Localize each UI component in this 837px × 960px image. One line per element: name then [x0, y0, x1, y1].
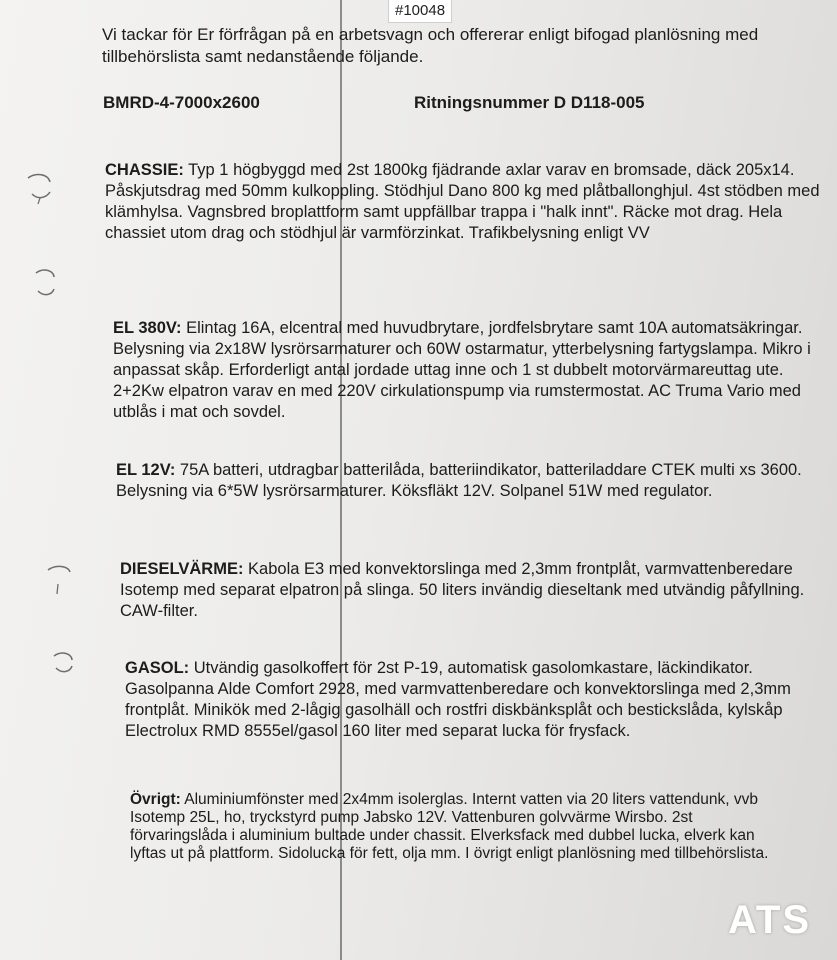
section-body: Typ 1 högbyggd med 2st 1800kg fjädrande axlar varav en bromsade, däck 205x14. Påskjutsdrag med 50mm kulkoppling. Stödhjul Dano 800 kg med plåtballonghjul. 4st stödben med klämhylsa. Vagnsbred broplattform samt uppfällbar trappa i "halk innt". Räcke mot drag. Hela chassiet utom drag och stödhjul är varmförzinkat. Trafikbelysning enligt VV	[105, 161, 820, 242]
section-body: Kabola E3 med konvektorslinga med 2,3mm frontplåt, varmvattenberedare Isotemp med separat elpatron på slinga. 50 liters invändig dieseltank med utvändig påfyllning. CAW-filter.	[120, 560, 805, 620]
model-code: BMRD-4-7000x2600	[103, 93, 260, 112]
section-el-12v	[116, 460, 821, 502]
section-heading: CHASSIE:	[105, 161, 184, 179]
pencil-mark-icon	[44, 560, 76, 600]
section-heading: Övrigt:	[130, 791, 181, 808]
section-el-380v	[113, 318, 823, 423]
pencil-mark-icon	[50, 648, 80, 678]
section-body: Elintag 16A, elcentral med huvudbrytare, jordfelsbrytare samt 10A automatsäkringar. Belysning via 2x18W lysrörsarmaturer och 60W ostarmatur, ytterbelysning fartygslampa. Mikro i anpassat skåp. Erforderligt antal jordade uttag inne och 1 st dubbelt motorvärmareuttag ute. 2+2Kw elpatron varav en med 220V cirkulationspump via rumstermostat. AC Truma Vario med utblås i mat och sovdel.	[113, 319, 811, 421]
section-body: Utvändig gasolkoffert för 2st P-19, automatisk gasolomkastare, läckindikator. Gasolpanna Alde Comfort 2928, med varmvattenberedare och konvektorslinga med 2,3mm frontplåt. Minikök med 2-lågig gasolhäll och rostfri diskbänksplåt och bestickslåda, kylskåp Electrolux RMD 8555el/gasol 160 liter med separat lucka för frysfack.	[125, 659, 791, 740]
section-gasol	[125, 658, 815, 742]
section-heading: GASOL:	[125, 659, 190, 677]
section-dieselvarme	[120, 559, 820, 622]
drawing-number: Ritningsnummer D D118-005	[414, 93, 645, 112]
section-ovrigt	[130, 791, 790, 863]
intro-paragraph: Vi tackar för Er förfrågan på en arbetsvagn och offererar enligt bifogad planlösning med tillbehörslista samt nedanstående följande.	[102, 25, 759, 66]
pencil-mark-icon	[22, 168, 58, 208]
section-heading: EL 12V:	[116, 461, 176, 479]
section-heading: EL 380V:	[113, 319, 182, 337]
listing-id-badge: #10048	[388, 0, 452, 23]
section-body: 75A batteri, utdragbar batterilåda, batteriindikator, batteriladdare CTEK multi xs 3600. Belysning via 6*5W lysrörsarmaturer. Köksfläkt 12V. Solpanel 51W med regulator.	[116, 461, 802, 500]
section-heading: DIESELVÄRME:	[120, 560, 244, 578]
ats-watermark-logo: ATS	[728, 898, 812, 942]
pencil-mark-icon	[30, 265, 60, 301]
section-body: Aluminiumfönster med 2x4mm isolerglas. Internt vatten via 20 liters vattendunk, vvb Isotemp 25L, ho, tryckstyrd pump Jabsko 12V. Vattenburen golvvärme Wirsbo. 2st förvaringslåda i aluminium bultade under chassit. Elverksfack med dubbel lucka, elverk kan lyftas ut på plattform. Sidolucka för fett, olja mm. I övrigt enligt planlösning med tillbehörslista.	[130, 791, 769, 862]
section-chassie	[105, 160, 825, 244]
